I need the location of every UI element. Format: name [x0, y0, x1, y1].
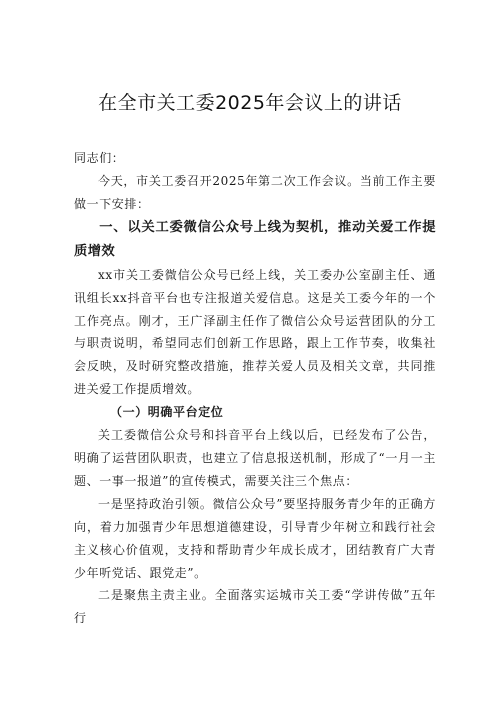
intro-paragraph: 今天，市关工委召开2025年第二次工作会议。当前工作主要做一下安排：: [74, 173, 436, 211]
salutation: 同志们：: [74, 151, 125, 165]
section-1-heading: 一、以关工委微信公众号上线为契机，推动关爱工作提质增效: [74, 219, 436, 259]
subsection-1-paragraph: 关工委微信公众号和抖音平台上线以后，已经发布了公告，明确了运营团队职责，也建立了信息报送机制，形成了“一月一主题、一事一报道”的宣传模式，需要关注三个焦点：: [74, 428, 436, 488]
document-body: [74, 147, 436, 630]
section-1-paragraph: xx市关工委微信公众号已经上线，关工委办公室副主任、通讯组长xx抖音平台也专注报道关爱信息。这是关工委今年的一个工作亮点。刚才，王广泽副主任作了微信公众号运营团队的分工与职责说明，希望同志们创新工作思路，跟上工作节奏，收集社会反映，及时研究整改措施，推荐关爱人员及相关文章，共同推进关爱工作提质增效。: [74, 267, 436, 397]
point-1-paragraph: 一是坚持政治引领。微信公众号”要坚持服务青少年的正确方向，着力加强青少年思想道德建设，引导青少年树立和践行社会主义核心价值观，支持和帮助青少年成长成才，团结教育广大青少年听党话、跟党走”。: [74, 496, 436, 580]
point-2-paragraph: 二是聚焦主责主业。全面落实运城市关工委“学讲传做”五年行: [74, 588, 436, 626]
subsection-1-heading: （一）明确平台定位: [110, 405, 224, 420]
document-title: 在全市关工委2025年会议上的讲话: [98, 92, 402, 114]
